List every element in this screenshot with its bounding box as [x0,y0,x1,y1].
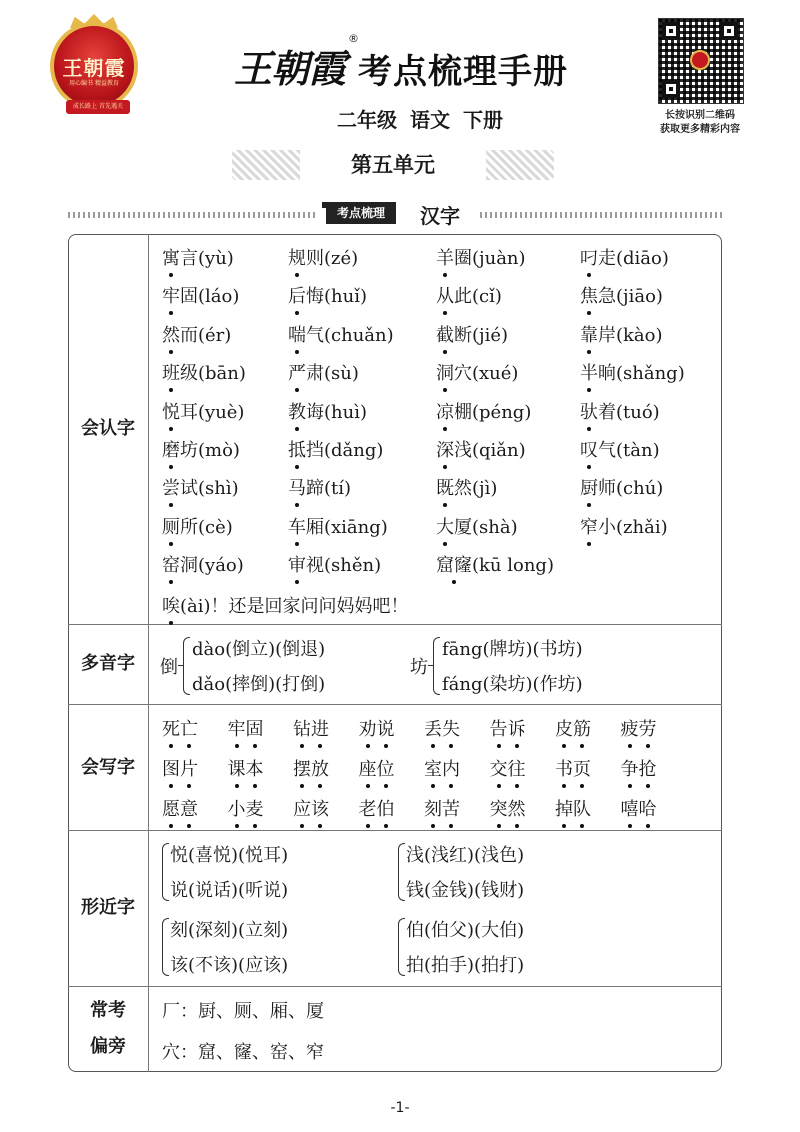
char: 气 [306,324,324,346]
similar-line: 钱(金钱)(钱财) [406,880,525,901]
polyphone-line: fáng(染坊)(作坊) [442,674,583,695]
dotted-char: 苦 [442,795,460,821]
char: 固 [180,286,198,308]
dotted-char: 诉 [508,715,526,741]
char: 晌 [598,363,616,385]
recognize-word [162,282,239,308]
dotted-char: 唉 [162,592,180,618]
recognize-word [580,436,660,462]
dotted-char: 片 [180,755,198,781]
dotted-char: 本 [246,755,264,781]
char: 浅 [454,440,472,461]
pinyin: (shǎng) [616,363,685,385]
write-word [228,715,264,741]
recognize-word [162,551,244,577]
dotted-char: 然 [508,795,526,821]
pinyin: (ér) [198,324,232,346]
qr-caption-2: 获取更多精彩内容 [660,124,740,135]
similar-line: 悦(喜悦)(悦耳) [170,845,289,866]
char: 师 [598,478,616,500]
dotted-char: 愿 [162,795,180,821]
dotted-char: 严 [288,359,306,385]
brace-tip [428,665,433,666]
pinyin: (yuè) [198,401,245,423]
recognize-word [436,244,526,270]
row-divider [68,624,722,625]
recognize-word [288,513,388,539]
pinyin: (zé) [324,248,359,269]
char: 所 [180,516,198,538]
char: 厦 [454,516,472,538]
dotted-char: 筋 [573,715,591,741]
char: 岸 [598,324,616,346]
recognize-word [580,474,663,500]
row-divider [68,986,722,987]
brace-icon [398,918,405,976]
qr-caption-1: 长按识别二维码 [665,110,735,121]
dotted-char: 死 [162,715,180,741]
write-word [293,715,329,741]
row-divider [68,830,722,831]
recognize-word [580,398,660,424]
pinyin: (tuó) [616,401,660,423]
brace-icon [183,637,190,695]
dotted-char: 往 [508,755,526,781]
recognize-word [580,513,668,539]
logo-name: 王朝霞 [62,56,126,80]
dotted-char: 课 [228,755,246,781]
write-word [293,795,329,821]
dotted-char: 争 [621,755,639,781]
recognize-word [436,321,508,347]
dotted-char: 疲 [621,715,639,741]
radical-line: 厂：厨、厕、厢、厦 [162,1001,324,1022]
dotted-char: 应 [293,795,311,821]
dotted-char: 哈 [639,795,657,821]
recognize-word [436,513,518,539]
table-column-divider [148,234,149,1072]
dotted-char: 牢 [162,282,180,308]
pinyin: (juàn) [472,248,526,269]
char: 小 [598,516,616,538]
write-word [490,755,526,781]
dotted-char: 焦 [580,282,598,308]
recognize-word [436,551,554,577]
similar-line: 刻(深刻)(立刻) [170,920,289,941]
recognize-word [580,282,663,308]
char: 穴 [454,363,472,385]
pinyin: (xiāng) [324,516,388,538]
pinyin: (huǐ) [324,286,367,308]
dotted-char: 交 [490,755,508,781]
recognize-sentence: 唉(ài)！还是回家问问妈妈吧！ [162,592,409,618]
dotted-char: 窟窿 [436,551,472,577]
pinyin: (láo) [198,286,240,308]
dotted-char: 失 [442,715,460,741]
dotted-char: 羊 [436,244,454,270]
dotted-char: 座 [359,755,377,781]
char: 视 [306,555,324,577]
dotted-char: 深 [436,436,454,462]
row-label-radicals-2: 偏旁 [90,1036,126,1057]
polyphone-char: 倒 [160,657,178,678]
char: 耳 [180,401,198,423]
brace-icon [162,843,169,901]
dotted-char: 窄 [580,513,598,539]
dotted-char: 驮 [580,398,598,424]
recognize-word [162,321,231,347]
pinyin: (shì) [198,478,239,500]
dotted-char: 摆 [293,755,311,781]
dotted-char: 审 [288,551,306,577]
write-word [555,715,591,741]
pinyin: (qiǎn) [472,440,526,461]
recognize-word [436,398,531,424]
dotted-char: 亡 [180,715,198,741]
similar-line: 浅(浅红)(浅色) [406,845,525,866]
char: 坊 [180,440,198,461]
dotted-char: 悦 [162,398,180,424]
write-word [424,755,460,781]
char: 洞 [180,555,198,577]
pinyin: (kū long) [472,555,554,577]
write-word [555,795,591,821]
qr-logo-icon [690,50,710,70]
dotted-char: 从 [436,282,454,308]
pinyin: (yù) [198,248,234,269]
recognize-word [436,436,526,462]
dotted-char: 既 [436,474,454,500]
recognize-word [580,359,685,385]
char: 然 [454,478,472,500]
polyphone-char: 坊 [410,657,428,678]
recognize-word [288,551,381,577]
dotted-char: 丢 [424,715,442,741]
dotted-char: 固 [246,715,264,741]
dotted-char: 叼 [580,244,598,270]
char: 走 [598,248,616,269]
row-label-radicals-1: 常考 [90,1000,126,1021]
write-word [621,795,657,821]
logo-banner: 成长路上 首先遇关 [66,100,130,114]
recognize-word [288,321,394,347]
pinyin: (chuǎn) [324,324,394,346]
recognize-word [288,282,367,308]
dotted-char: 尝 [162,474,180,500]
dotted-char: 小 [228,795,246,821]
write-word [359,715,395,741]
pinyin: (bān) [198,363,246,385]
pinyin: (shěn) [324,555,382,577]
char: 级 [180,363,198,385]
dotted-char: 队 [573,795,591,821]
pinyin: (zhǎi) [616,516,668,538]
dotted-char: 大 [436,513,454,539]
registered-mark: ® [348,32,359,45]
dotted-char: 放 [311,755,329,781]
pinyin: (kào) [616,324,663,346]
recognize-word [288,436,383,462]
similar-line: 拍(拍手)(拍打) [406,955,525,976]
recognize-word [580,321,663,347]
similar-line: 该(不该)(应该) [170,955,289,976]
dotted-char: 皮 [555,715,573,741]
polyphone-line: dào(倒立)(倒退) [192,639,326,660]
dotted-char: 牢 [228,715,246,741]
polyphone-line: fāng(牌坊)(书坊) [442,639,583,660]
dotted-char: 嘻 [621,795,639,821]
recognize-word [162,513,233,539]
row-label-polyphone: 多音字 [81,653,135,674]
dotted-char: 厨 [580,474,598,500]
pinyin: (cè) [198,516,233,538]
logo-slogan: 用心编书 精益教育 [69,80,119,87]
pinyin: (péng) [472,401,532,423]
write-word [621,715,657,741]
write-word [162,715,198,741]
char: 厢 [306,516,324,538]
row-label-write: 会写字 [81,757,135,778]
dotted-char: 车 [288,513,306,539]
dotted-char: 意 [180,795,198,821]
dotted-char: 班 [162,359,180,385]
recognize-word [436,282,502,308]
pinyin: (dǎng) [324,440,384,461]
row-divider [68,704,722,705]
char: 试 [180,478,198,500]
pinyin: (jiāo) [616,286,663,308]
unit-title: 第五单元 [300,150,486,180]
dotted-char: 突 [490,795,508,821]
recognize-word [436,359,518,385]
recognize-word [162,359,246,385]
dotted-char: 抢 [639,755,657,781]
dotted-char: 位 [377,755,395,781]
write-word [359,795,395,821]
dotted-char: 厕 [162,513,180,539]
char: 而 [180,324,198,346]
qr-finder-icon [720,22,738,40]
similar-line: 伯(伯父)(大伯) [406,920,525,941]
write-word [293,755,329,781]
dotted-char: 叹 [580,436,598,462]
qr-finder-icon [662,80,680,98]
pinyin: (sù) [324,363,359,385]
dotted-char: 页 [573,755,591,781]
pinyin: (diāo) [616,248,669,269]
recognize-word [162,244,234,270]
pinyin: (xué) [472,363,519,385]
polyphone-line: dǎo(摔倒)(打倒) [192,674,326,695]
write-word [555,755,591,781]
pinyin: (chú) [616,478,664,500]
dotted-char: 钻 [293,715,311,741]
dotted-char: 然 [162,321,180,347]
write-word [490,715,526,741]
dotted-char: 后 [288,282,306,308]
recognize-word [162,398,244,424]
char: 棚 [454,401,472,423]
char: 肃 [306,363,324,385]
recognize-word [162,436,240,462]
char: 此 [454,286,472,308]
pinyin: (jié) [472,324,509,346]
similar-line: 说(说话)(听说) [170,880,289,901]
char: 诲 [306,401,324,423]
recognize-word [288,474,351,500]
char: 圈 [454,248,472,269]
pinyin: (huì) [324,401,367,423]
dotted-char: 该 [311,795,329,821]
pinyin: (yáo) [198,555,244,577]
dotted-char: 说 [377,715,395,741]
dotted-char: 内 [442,755,460,781]
radical-line: 穴：窟、窿、窑、窄 [162,1042,324,1063]
recognize-word [288,359,359,385]
dotted-char: 截 [436,321,454,347]
dotted-char: 劝 [359,715,377,741]
dotted-char: 窑 [162,551,180,577]
qr-finder-icon [662,22,680,40]
dotted-char: 老 [359,795,377,821]
row-label-similar: 形近字 [81,897,135,918]
dotted-char: 寓 [162,244,180,270]
dotted-char: 洞 [436,359,454,385]
write-word [228,755,264,781]
recognize-word [436,474,497,500]
recognize-word [162,474,239,500]
write-word [162,755,198,781]
dotted-char: 图 [162,755,180,781]
dotted-divider [68,212,318,218]
dotted-divider [480,212,722,218]
char: 则 [306,248,324,269]
write-word [162,795,198,821]
dotted-char: 室 [424,755,442,781]
dotted-char: 进 [311,715,329,741]
section-tag: 考点梳理 [326,202,396,224]
dotted-char: 靠 [580,321,598,347]
dotted-char: 磨 [162,436,180,462]
row-label-recognize: 会认字 [81,418,135,439]
char: 蹄 [306,478,324,500]
recognize-word [288,398,367,424]
dotted-char: 伯 [377,795,395,821]
dotted-char: 麦 [246,795,264,821]
dotted-char: 劳 [639,715,657,741]
char: 着 [598,401,616,423]
write-word [228,795,264,821]
page-number: -1- [390,1100,410,1116]
pinyin: (tàn) [616,440,660,461]
brand-name: 王朝霞 [234,46,346,91]
section-title: 汉字 [420,204,460,228]
recognize-word [288,244,358,270]
dotted-char: 规 [288,244,306,270]
dotted-char: 书 [555,755,573,781]
brace-icon [433,637,440,695]
char: 气 [598,440,616,461]
dotted-char: 掉 [555,795,573,821]
recognize-word [580,244,669,270]
char: 急 [598,286,616,308]
dotted-char: 凉 [436,398,454,424]
char: 悔 [306,286,324,308]
dotted-char: 马 [288,474,306,500]
brace-icon [162,918,169,976]
dotted-char: 半 [580,359,598,385]
dotted-char: 教 [288,398,306,424]
book-subtitle: 二年级 语文 下册 [337,108,503,132]
pinyin: (jì) [472,478,498,500]
pinyin: (shà) [472,516,518,538]
dotted-char: 喘 [288,321,306,347]
write-word [621,755,657,781]
char: 挡 [306,440,324,461]
write-word [359,755,395,781]
write-word [490,795,526,821]
brace-tip [178,665,183,666]
write-word [424,795,460,821]
pinyin: (tí) [324,478,352,500]
dotted-char: 告 [490,715,508,741]
pinyin: (mò) [198,440,240,461]
dotted-char: 抵 [288,436,306,462]
pinyin: (cǐ) [472,286,502,308]
book-title: 考点梳理手册 [358,52,568,92]
char: 断 [454,324,472,346]
dotted-char: 刻 [424,795,442,821]
brace-icon [398,843,405,901]
char: 言 [180,248,198,269]
write-word [424,715,460,741]
